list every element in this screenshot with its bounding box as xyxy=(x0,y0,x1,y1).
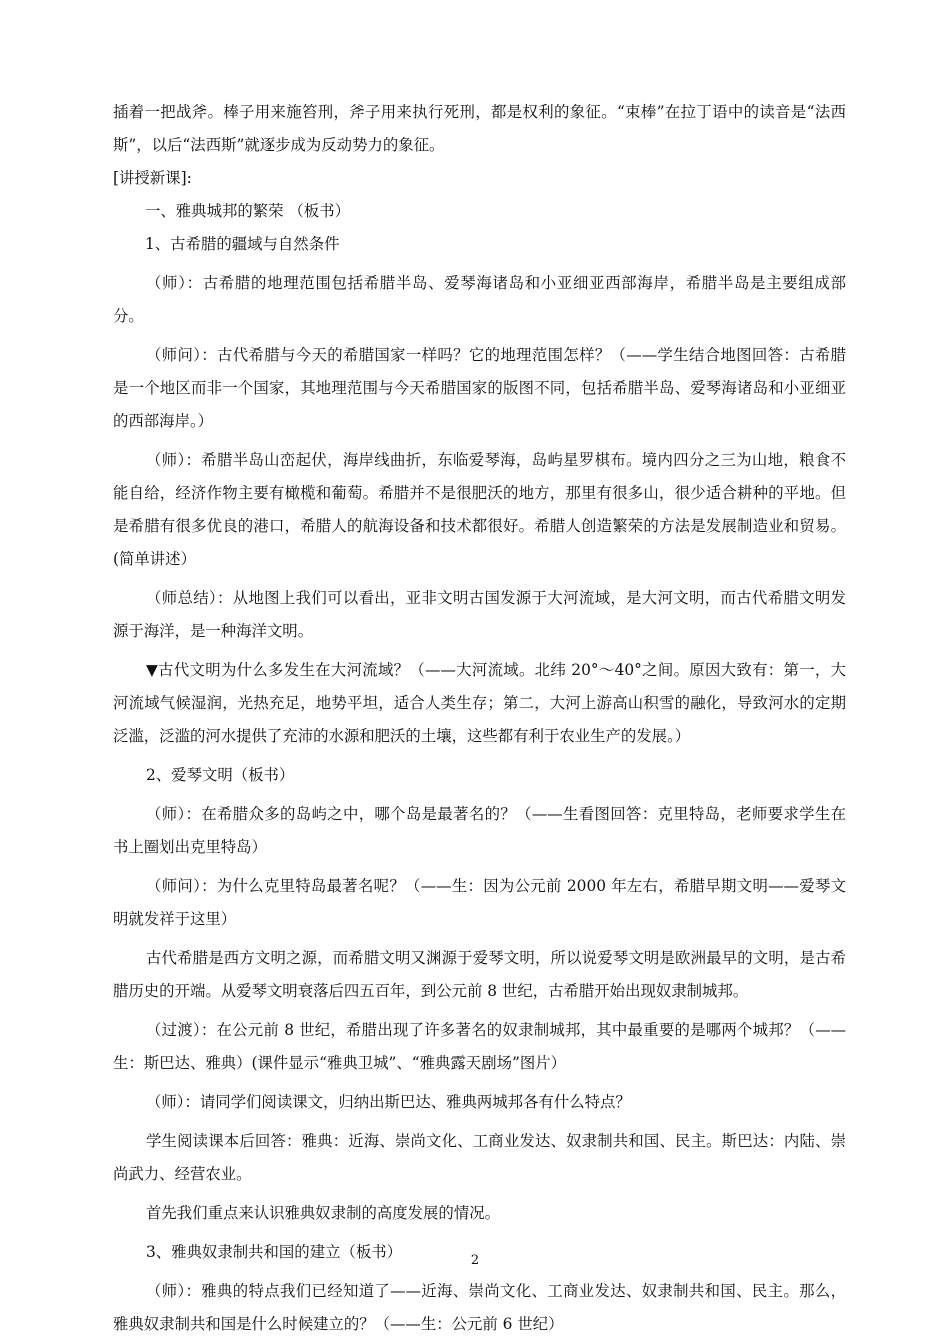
paragraph-teacher-summary: （师总结）：从地图上我们可以看出，亚非文明古国发源于大河流域，是大河文明，而古代希腊文明发源于海洋，是一种海洋文明。 xyxy=(113,589,846,640)
subsection-heading-2: 2、爱琴文明（板书） xyxy=(146,766,295,784)
paragraph-river-civilization: ▼古代文明为什么多发生在大河流域？（——大河流域。北纬 20°～40°之间。原因大致有：第一，大河流域气候湿润，光热充足，地势平坦，适合人类生存；第二，大河上游高山积雪的融化，导致河水的定期泛滥，泛滥的河水提供了充沛的水源和肥沃的土壤，这些都有利于农业生产的发展。） xyxy=(113,661,846,745)
paragraph-student-answer: 学生阅读课本后回答：雅典：近海、崇尚文化、工商业发达、奴隶制共和国、民主。斯巴达：内陆、崇尚武力、经营农业。 xyxy=(113,1132,846,1183)
paragraph-teacher-terrain: （师）：希腊半岛山峦起伏，海岸线曲折，东临爱琴海，岛屿星罗棋布。境内四分之三为山地，粮食不能自给，经济作物主要有橄榄和葡萄。希腊并不是很肥沃的地方，那里有很多山，很少适合耕种的平地。但是希腊有很多优良的港口，希腊人的航海设备和技术都很好。希腊人创造繁荣的方法是发展制造业和贸易。(简单讲述） xyxy=(113,451,846,568)
paragraph-focus: 首先我们重点来认识雅典奴隶制的高度发展的情况。 xyxy=(146,1204,500,1222)
paragraph-teacher-islands: （师）：在希腊众多的岛屿之中，哪个岛是最著名的？（——生看图回答：克里特岛，老师要求学生在书上圈划出克里特岛） xyxy=(113,805,846,856)
paragraph-teacher-geography: （师）：古希腊的地理范围包括希腊半岛、爱琴海诸岛和小亚细亚西部海岸，希腊半岛是主要组成部分。 xyxy=(113,274,846,325)
page-number: 2 xyxy=(470,1253,480,1268)
subsection-heading-3: 3、雅典奴隶制共和国的建立（板书） xyxy=(146,1243,403,1261)
paragraph-aegean-origin: 古代希腊是西方文明之源，而希腊文明又渊源于爱琴文明，所以说爱琴文明是欧洲最早的文明，是古希腊历史的开端。从爱琴文明衰落后四五百年，到公元前 8 世纪，古希腊开始出现奴隶制城邦。 xyxy=(113,949,846,1000)
paragraph-new-lesson-label: [讲授新课]: xyxy=(113,169,192,187)
paragraph-transition: （过渡）：在公元前 8 世纪，希腊出现了许多著名的奴隶制城邦，其中最重要的是哪两个城邦？（——生：斯巴达、雅典）(课件显示“雅典卫城”、“雅典露天剧场”图片） xyxy=(113,1021,846,1072)
paragraph-teacher-reading: （师）：请同学们阅读课文，归纳出斯巴达、雅典两城邦各有什么特点？ xyxy=(146,1093,631,1111)
paragraph-intro-continuation: 插着一把战斧。棒子用来施笞刑，斧子用来执行死刑，都是权利的象征。“束棒”在拉丁语中的读音是“法西斯”，以后“法西斯”就逐步成为反动势力的象征。 xyxy=(113,103,846,154)
section-heading-1: 一、雅典城邦的繁荣 （板书） xyxy=(145,202,350,220)
paragraph-teacher-athens-republic: （师）：雅典的特点我们已经知道了——近海、崇尚文化、工商业发达、奴隶制共和国、民主。那么，雅典奴隶制共和国是什么时候建立的？（——生：公元前 6 世纪） xyxy=(113,1282,846,1333)
document-body xyxy=(113,96,846,1341)
paragraph-teacher-question: （师问）：古代希腊与今天的希腊国家一样吗？它的地理范围怎样？（——学生结合地图回答：古希腊是一个地区而非一个国家，其地理范围与今天希腊国家的版图不同，包括希腊半岛、爱琴海诸岛和小亚细亚的西部海岸。） xyxy=(113,346,846,430)
subsection-heading-1: 1、古希腊的疆域与自然条件 xyxy=(145,235,340,253)
paragraph-teacher-crete: （师问）：为什么克里特岛最著名呢？（——生：因为公元前 2000 年左右，希腊早期文明——爱琴文明就发祥于这里） xyxy=(113,877,846,928)
